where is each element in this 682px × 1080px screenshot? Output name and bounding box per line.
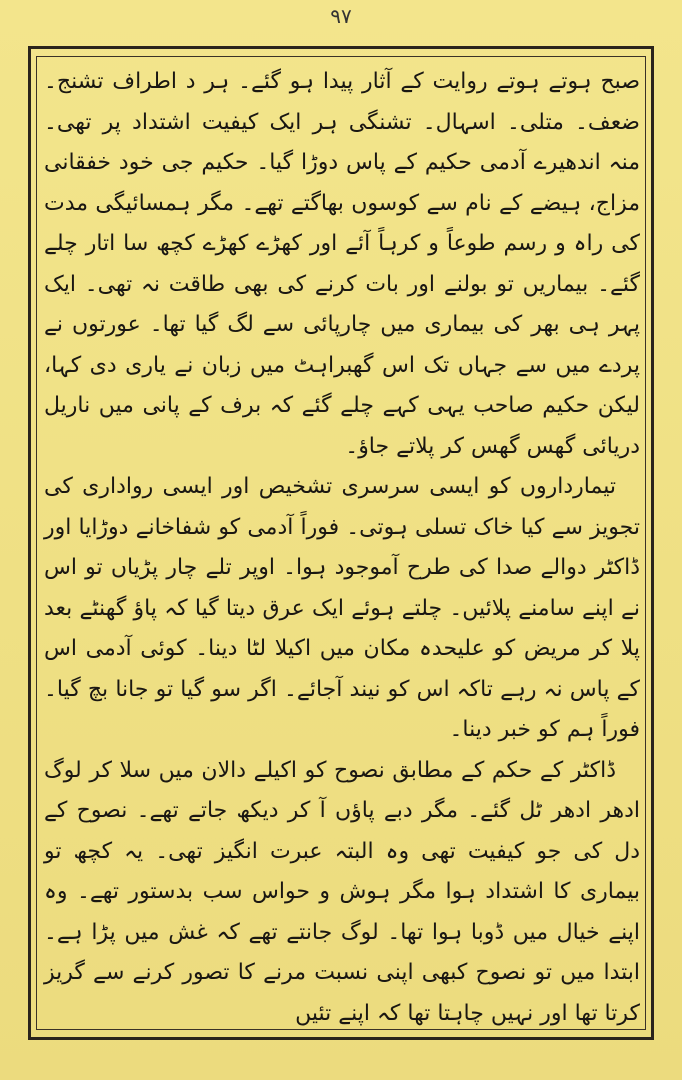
paragraph-2: تیمارداروں کو ایسی سرسری تشخیص اور ایسی رواداری کی تجویز سے کیا خاک تسلی ہوتی۔ فوراً آدمی کو شفاخانے دوڑایا اور ڈاکٹر دوالے صدا کی طرح آموجود ہوا۔ اوپر تلے چار پڑیاں تو اس نے اپنے سامنے پلائیں۔ چلتے ہوئے ایک عرق دیتا گیا کہ پاؤ گھنٹے بعد پلا کر مریض کو علیحدہ مکان میں اکیلا لٹا دینا۔ کوئی آدمی اس کے پاس نہ رہے تاکہ اس کو نیند آجائے۔ اگر سو گیا تو جانا بچ گیا۔ فوراً ہم کو خبر دینا۔ [44, 474, 640, 742]
paragraph-1: صبح ہوتے ہوتے روایت کے آثار پیدا ہو گئے۔ ہر د اطراف تشنج۔ ضعف۔ متلی۔ اسہال۔ تشنگی ہر ایک کیفیت اشتداد پر تھی۔ منہ اندھیرے آدمی حکیم کے پاس دوڑا گیا۔ حکیم جی خود خفقانی مزاج، ہیضے کے نام سے کوسوں بھاگتے تھے۔ مگر ہمسائیگی مدت کی راہ و رسم طوعاً و کرہاً آئے اور کھڑے کھڑے کچھ سا اتار چلے گئے۔ بیماریں تو بولنے اور بات کرنے کی بھی طاقت نہ تھی۔ ایک پہر ہی بھر کی بیماری میں چارپائی سے لگ گیا تھا۔ عورتوں نے پردے میں سے جہاں تک اس گھبراہٹ میں زبان نے یاری دی کہا، لیکن حکیم صاحب یہی کہے چلے گئے کہ برف کے پانی میں ناریل دریائی گھس گھس کر پلاتے جاؤ۔ [44, 69, 640, 459]
body-text [44, 62, 640, 1034]
paragraph-3: ڈاکٹر کے حکم کے مطابق نصوح کو اکیلے دالان میں سلا کر لوگ ادھر ادھر ٹل گئے۔ مگر دبے پاؤں آ کر دیکھ جاتے تھے۔ نصوح کے دل کی جو کیفیت تھی وہ البتہ عبرت انگیز تھی۔ یہ کچھ تو بیماری کا اشتداد ہوا مگر ہوش و حواس سب بدستور تھے۔ وہ اپنے خیال میں ڈوبا ہوا تھا۔ لوگ جانتے تھے کہ غش میں پڑا ہے۔ ابتدا میں تو نصوح کبھی اپنی نسبت مرنے کا تصور کرنے سے گریز کرتا تھا اور نہیں چاہتا تھا کہ اپنے تئیں [44, 757, 640, 1026]
page-number: ۹۷ [330, 4, 352, 28]
